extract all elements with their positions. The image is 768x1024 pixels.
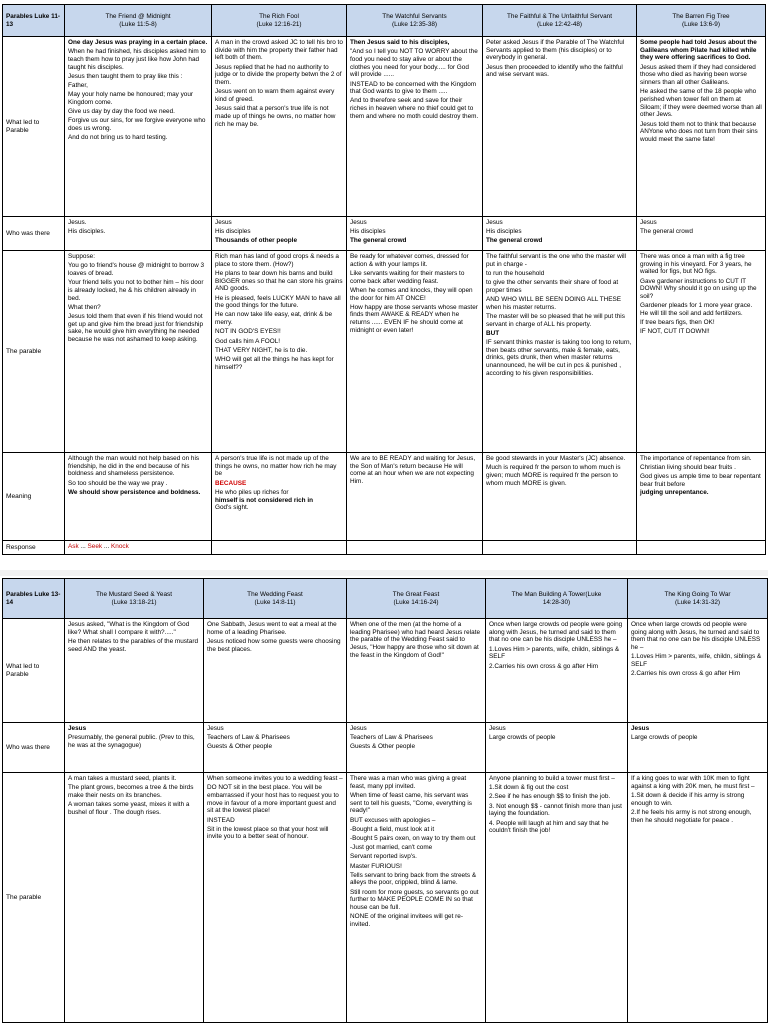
page-separator [0,570,768,576]
cell-line: Jesus told them not to think that because ANYone who does not turn from their sins would meet the same fate! [640,120,758,143]
cell-line: Servant reported isvp's. [350,853,417,861]
cell-who-watchful-servants [347,217,483,251]
cell-line: NOT IN GOD'S EYES!! [215,328,281,336]
cell-response-empty [637,541,766,555]
cell-parable-watchful-servants [347,251,483,453]
cell-response-empty [212,541,347,555]
cell-what-watchful-servants [347,37,483,217]
cell-line: Jesus [640,219,657,226]
cell-line: Although the man would not help based on his friendship, he did in the end because of his boldness and shameless persistence. [68,455,200,478]
cell-what-king-going-to-war [628,619,768,723]
row-label-what-led: What led to Parable [3,619,65,723]
cell-line: -Bought 5 pairs oxen, on way to try them out [350,834,476,842]
cell-line: Give us day by day the food we need. [68,108,175,116]
cell-line: There was once a man with a fig tree growing in his vineyard. For 3 years, he waited for figs, but NO figs. [640,253,752,276]
cell-line: He is pleased, feels LUCKY MAN to have all the good things for the future. [215,294,341,310]
cell-line: Jesus [631,725,650,732]
cell-line: BUT [486,329,500,337]
table2-corner-label: Parables Luke 13-14 [3,579,65,619]
cell-meaning-faithful-servant [483,453,637,541]
cell-meaning-barren-fig-tree: The importance of repentance from sin. Christian living should bear fruits . God gives us ample time to bear repentant bear fruit before judging unrepentance. [637,453,766,541]
cell-line: Jesus told them that even if his friend would not get up and give him the bread just for friendship sake, he would give him everything he needed because he was not ashamed to keep asking. [68,312,203,344]
cell-line: Large crowds of people [631,734,698,742]
cell-line: A man in the crowd asked JC to tell his bro to divide with him the property their father had left both of them. [215,39,343,62]
cell-line: Jesus asked, "What is the Kingdom of God like? What shall I compare it with?....." [68,621,190,636]
response-knock: Knock [111,543,129,550]
cell-what-great-feast [347,619,486,723]
cell-what-faithful-servant [483,37,637,217]
cell-line: Jesus said that a person's true life is not made up of things he owns, no matter how rich he may be. [215,105,336,128]
cell-parable-barren-fig-tree [637,251,766,453]
cell-line: What then? [68,303,101,311]
response-seek: Seek [87,543,103,550]
cell-line: INSTEAD [207,816,235,824]
cell-line: Teachers of Law & Pharisees [350,734,433,742]
cell-what-wedding-feast [204,619,347,723]
cell-line: 4. People will laugh at him and say that he couldn't finish the job! [489,819,609,835]
cell-parable-mustard-seed [65,773,204,1023]
cell-line: Be ready for whatever comes, dressed for action & with your lamps lit. [350,253,469,268]
cell-line: You go to friend's house @ midnight to borrow 3 loaves of bread. [68,262,205,277]
cell-line: Jesus went on to warn them against every kind of greed. [215,88,335,103]
table1-corner-label: Parables Luke 11-13 [3,5,65,37]
cell-line: NONE of the original invitees will get re-invited. [350,913,463,928]
cell-line: He asked the same of the 18 people who perished when tower fell on them at Siloam; if they were deemed worse than all other Jews. [640,88,762,119]
column-header-friend-midnight: The Friend @ Midnight (Luke 11:5-8) [65,5,212,37]
cell-line: We should show persistence and boldness. [68,488,201,496]
column-header-great-feast: The Great Feast (Luke 14:16-24) [347,579,486,619]
row-label-who-was-there: Who was there [3,723,65,773]
cell-line: 1.Loves Him > parents, wife, childn, siblings & SELF [631,653,762,669]
cell-line: And do not bring us to hard testing. [68,134,168,142]
cell-line: Anyone planning to build a tower must first – [489,775,615,782]
cell-who-king-going-to-war [628,723,768,773]
cell-what-man-building-tower [486,619,628,723]
cell-line: 2.Carries his own cross & go after Him [631,670,741,678]
cell-line: "And so I tell you NOT TO WORRY about the food you need to stay alive or about the clothes you need for your body..... for God will provide ...... [350,48,478,79]
cell-line: DO NOT sit in the best place. You will be embarrassed if your host has to request you to move in favour of a more important guest and sit at the lowest place! [207,784,339,815]
cell-line: The general crowd [486,237,543,245]
cell-line: Be good stewards in your Master's (JC) absence. [486,455,626,462]
cell-line: If a king goes to war with 10K men to fight against a king with 20K men, he must first – [631,775,755,790]
cell-line: Jesus [68,725,87,732]
cell-who-mustard-seed [65,723,204,773]
cell-line: His disciples [215,228,251,236]
cell-line: 2.See if he has enough $$ to finish the job. [489,793,611,801]
cell-who-barren-fig-tree [637,217,766,251]
cell-parable-wedding-feast [204,773,347,1023]
cell-line: Thousands of other people [215,237,298,245]
parables-table-luke-11-13 [2,4,766,555]
cell-line: God calls him A FOOL! [215,337,280,345]
cell-meaning-rich-fool: A person's true life is not made up of the things he owns, no matter how rich he may be BECAUSE He who piles up riches for himself is not considered rich in God's sight. [212,453,347,541]
cell-response-empty [483,541,637,555]
cell-line: The faithful servant is the one who the master will put in charge - [486,253,626,268]
cell-what-mustard-seed [65,619,204,723]
cell-line: The general crowd [640,228,693,236]
column-header-faithful-servant: The Faithful & The Unfaithful Servant (Luke 12:42-48) [483,5,637,37]
cell-line: His disciples [350,228,386,236]
cell-line: There was a man who was giving a great feast, many ppl invited. [350,775,467,790]
cell-line: IF servant thinks master is taking too long to return, then beats other servants, male & female, eats, drinks, gets drunk, then when master returns unannounced, he will be cut in pcs & punished , according to his given responsibilities. [486,339,632,377]
cell-line: -Just got married, can't come [350,844,433,852]
cell-what-rich-fool [212,37,347,217]
cell-line: to give the other servants their share of food at proper times [486,279,619,294]
cell-line: Jesus [350,219,367,226]
cell-line: Still room for more guests, so servants go out further to MAKE PEOPLE COME IN so that house can be full. [350,888,479,912]
cell-line: He then relates to the parables of the mustard seed AND the yeast. [68,637,199,653]
cell-line: Sit in the lowest place so that your host will invite you to a better seat of honour. [207,825,329,841]
cell-line: One Sabbath, Jesus went to eat a meal at the home of a leading Pharisee. [207,621,337,636]
cell-line: -Bought a field, must look at it [350,825,435,833]
column-header-wedding-feast: The Wedding Feast (Luke 14:8-11) [204,579,347,619]
cell-meaning-friend-midnight [65,453,212,541]
cell-line: Then Jesus said to his disciples, [350,39,450,46]
cell-line: Like servants waiting for their masters to come back after wedding feast. [350,269,465,285]
cell-line: Guests & Other people [350,743,416,751]
cell-line: The plant grows, becomes a tree & the birds make their nests on its branches. [68,784,194,799]
cell-line: Much is required fr the person to whom much is given; much MORE is required fr the person to whom much MORE is given. [486,464,621,487]
cell-line: Some people had told Jesus about the Galileans whom Pilate had killed while they were offering sacrifices to God. [640,39,757,62]
cell-parable-man-building-tower [486,773,628,1023]
cell-what-friend-midnight [65,37,212,217]
row-label-what-led: What led to Parable [3,37,65,217]
cell-line: 1.Sit down & fig out the cost [489,784,569,792]
cell-line: A woman takes some yeast, mixes it with a bushel of flour . The dough rises. [68,801,190,816]
cell-line: Presumably, the general public. (Prev to this, he was at the synagogue) [68,734,195,749]
cell-line: 2.If he feels his army is not strong enough, then he should negotiate for peace . [631,808,752,824]
cell-line: So too should be the way we pray . [68,479,168,487]
cell-line: IF NOT, CUT IT DOWN!! [640,328,710,336]
column-header-rich-fool: The Rich Fool (Luke 12:16-21) [212,5,347,37]
cell-line: And to therefore seek and save for their riches in heaven where no thief could get to them and where no moth could destroy them. [350,97,479,120]
cell-line: Jesus asked them if they had considered those who died as having been worse sinners than all other Galileans. [640,63,756,87]
because-label: BECAUSE [215,479,247,487]
cell-line: The master will be so pleased that he will put this servant in charge of ALL his property. [486,312,625,328]
cell-parable-great-feast [347,773,486,1023]
cell-what-barren-fig-tree [637,37,766,217]
column-header-watchful-servants: The Watchful Servants (Luke 12:35-38) [347,5,483,37]
cell-line: AND WHO WILL BE SEEN DOING ALL THESE when his master returns. [486,296,622,311]
cell-parable-faithful-servant [483,251,637,453]
cell-who-wedding-feast [204,723,347,773]
cell-line: Suppose: [68,253,96,260]
cell-line: Father, [68,82,88,90]
cell-line: 3. Not enough $$ - cannot finish more than just laying the foundation. [489,802,622,818]
cell-parable-king-going-to-war [628,773,768,1023]
cell-line: Your friend tells you not to bother him – his door is already locked, he & his children already in bed. [68,279,204,302]
cell-line: If tree bears figs, then OK! [640,319,715,327]
cell-parable-friend-midnight [65,251,212,453]
cell-line: 2.Carries his own cross & go after Him [489,662,599,670]
cell-line: WHO will get all the things he has kept for himself?? [215,355,334,371]
cell-line: His disciples. [68,228,106,236]
cell-line: When someone invites you to a wedding feast – [207,775,343,782]
cell-line: Teachers of Law & Pharisees [207,734,290,742]
cell-line: We are to BE READY and waiting for Jesus, the Son of Man's return because He will come at an hour when we are not expecting Him. [350,455,476,486]
cell-line: His disciples [486,228,522,236]
cell-line: 1.Sit down & decide if his army is strong enough to win. [631,791,745,807]
cell-parable-rich-fool [212,251,347,453]
cell-line: Jesus then proceeded to identify who the faithful and wise servant was. [486,63,623,79]
cell-line: Jesus. [68,219,87,226]
cell-who-friend-midnight [65,217,212,251]
cell-line: Forgive us our sins, for we forgive everyone who does us wrong. [68,117,206,133]
column-header-man-building-tower: The Man Building A Tower(Luke 14:28-30) [486,579,628,619]
cell-meaning-watchful-servants [347,453,483,541]
cell-line: When he comes and knocks, they will open the door for him AT ONCE! [350,286,473,302]
cell-line: Rich man has land of good crops & needs a place to store them. (How?) [215,253,339,268]
cell-response-empty [347,541,483,555]
cell-line: Peter asked Jesus if the Parable of The Watchful Servants applied to them (his disciples) or to everybody in general. [486,39,625,62]
row-label-meaning: Meaning [3,453,65,541]
cell-line: Jesus noticed how some guests were choosing the best places. [207,637,341,653]
cell-line: to run the household [486,269,545,277]
cell-line: Jesus [215,219,232,226]
cell-who-rich-fool [212,217,347,251]
cell-line: Jesus replied that he had no authority to judge or to divide the property betwn the 2 of them. [215,63,342,87]
cell-response-friend-midnight: Ask ... Seek ... Knock [65,541,212,555]
cell-line: One day Jesus was praying in a certain place. [68,39,208,46]
cell-line: Jesus [350,725,367,732]
cell-line: INSTEAD to be concerned with the Kingdom that God wants to give to them ..... [350,80,477,96]
cell-line: Once when large crowds od people were going along with Jesus, he turned and said to them that no one can be his disciple UNLESS he – [631,621,761,652]
cell-line: Once when large crowds od people were going along with Jesus, he turned and said to them that no one can be his disciple UNLESS he – [489,621,623,644]
cell-line: The general crowd [350,237,407,245]
row-label-the-parable: The parable [3,773,65,1023]
parables-table-luke-13-14 [2,578,768,1023]
cell-line: He can now take life easy, eat, drink & be merry. [215,311,333,327]
cell-line: Gardener pleads for 1 more year grace. He will till the soil and add fertilizers. [640,302,753,317]
cell-who-great-feast [347,723,486,773]
cell-line: Jesus [489,725,506,732]
row-label-the-parable: The parable [3,251,65,453]
cell-line: When time of feast came, his servant was sent to tell his guests, "Come, everything is ready!" [350,791,472,815]
cell-line: Jesus [486,219,503,226]
row-label-who-was-there: Who was there [3,217,65,251]
cell-line: Jesus then taught them to pray like this : [68,72,183,80]
cell-line: May your holy name be honoured; may your Kingdom come. [68,91,194,106]
column-header-mustard-seed: The Mustard Seed & Yeast (Luke 13:18-21) [65,579,204,619]
cell-line: Large crowds of people [489,734,556,742]
cell-line: When he had finished, his disciples asked him to teach them how to pray just like how John had taught his disciples. [68,48,206,71]
column-header-king-going-to-war: The King Going To War (Luke 14:31-32) [628,579,768,619]
cell-line: Guests & Other people [207,743,273,751]
cell-who-man-building-tower [486,723,628,773]
column-header-barren-fig-tree: The Barren Fig Tree (Luke 13:6-9) [637,5,766,37]
cell-line: How happy are those servants whose master finds them AWAKE & READY when he returns ...... EVEN IF he should come at midnight or even later! [350,303,478,334]
cell-line: Master FURIOUS! [350,862,402,870]
cell-line: Gave gardener instructions to CUT IT DOWN! Why should it go on using up the soil? [640,277,757,301]
cell-line: Jesus [207,725,224,732]
cell-line: He plans to tear down his barns and build BIGGER ones so that he can store his grains AND goods. [215,269,343,293]
cell-line: A man takes a mustard seed, plants it. [68,775,177,782]
cell-line: THAT VERY NIGHT, he is to die. [215,346,308,354]
response-ask: Ask [68,543,79,550]
row-label-response: Response [3,541,65,555]
cell-who-faithful-servant [483,217,637,251]
cell-line: Tells servant to bring back from the streets & alleys the poor, crippled, blind & lame. [350,871,477,887]
cell-line: 1.Loves Him > parents, wife, childn, siblings & SELF [489,645,620,661]
cell-line: BUT excuses with apologies – [350,816,436,824]
cell-line: When one of the men (at the home of a leading Pharisee) who had heard Jesus relate the parable of the Wedding Feast said to Jesus, "How happy are those who sit down at the feast in the Kingdom of God!" [350,621,481,659]
